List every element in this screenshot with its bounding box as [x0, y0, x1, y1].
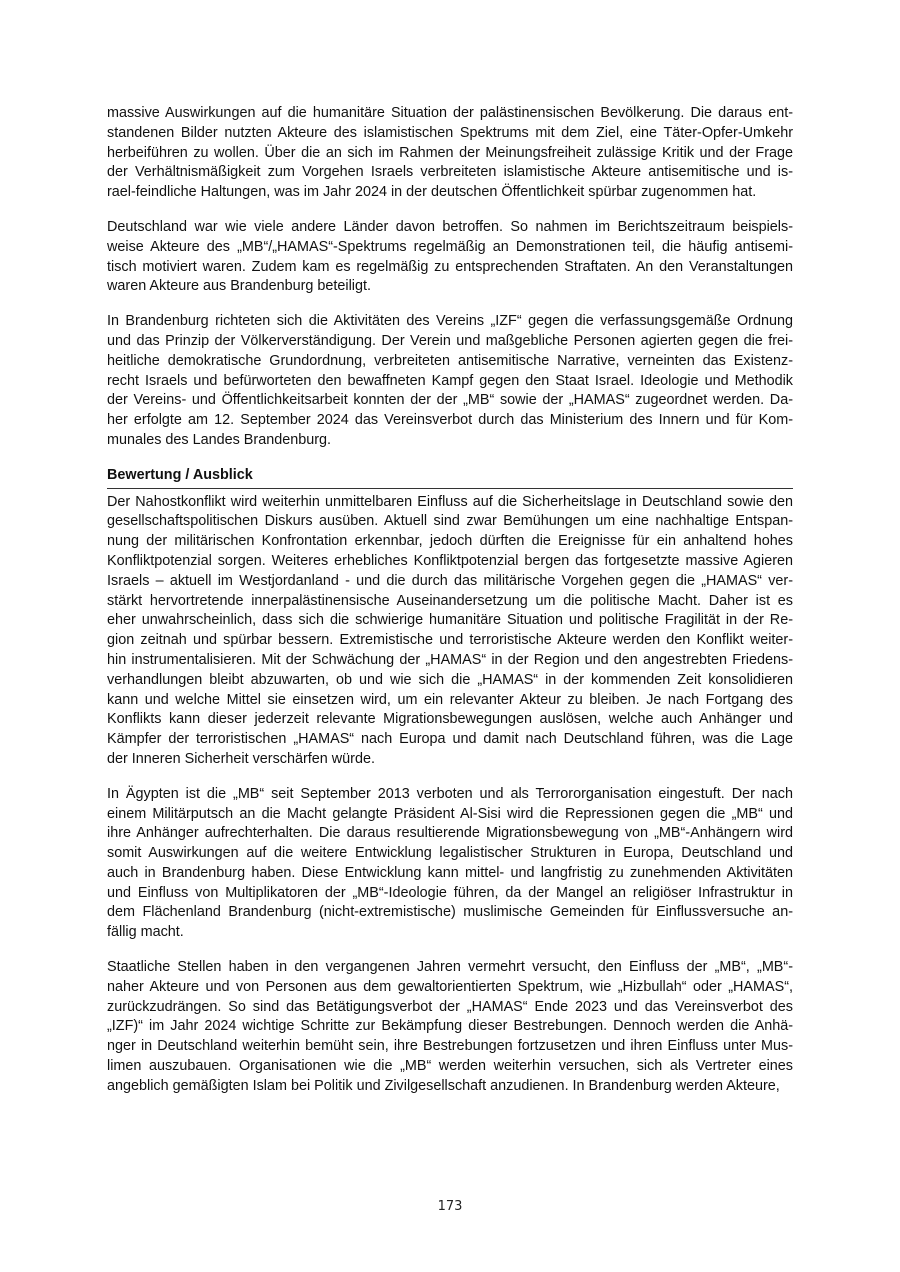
text-line: recht Israels und befürworteten den bewaffneten Kampf gegen den Staat Israel. Ideologie und Methodik — [107, 372, 793, 389]
text-line: verhandlungen bleibt abzuwarten, ob und wie sich die „HAMAS“ in der kommenden Zeit konsolidieren — [107, 671, 793, 688]
text-line: und Einfluss von Multiplikatoren der „MB“-Ideologie führen, da der Mangel an religiöser Infrastruktur in — [107, 884, 793, 901]
text-line: Staatliche Stellen haben in den vergangenen Jahren vermehrt versucht, den Einfluss der „MB“, „MB“- — [107, 959, 793, 976]
paragraph — [107, 785, 793, 943]
text-line: gion zeitnah und spürbar bessern. Extremistische und terroristische Akteure werden den Konflikt weiter- — [107, 632, 793, 649]
text-line: der Inneren Sicherheit verschärfen würde. — [107, 750, 375, 767]
text-line: In Ägypten ist die „MB“ seit September 2013 verboten und als Terrororganisation eingestuft. Der nach — [107, 785, 793, 802]
text-line: einem Militärputsch an die Macht gelangte Präsident Al-Sisi wird die Repressionen gegen die „MB“ und — [107, 805, 793, 822]
text-line: Konflikts kann dieser jederzeit relevante Migrationsbewegungen auslösen, welche auch Anhänger und — [107, 711, 793, 728]
text-line: gesellschaftspolitischen Diskurs ausüben. Aktuell sind zwar Bemühungen um eine nachhaltige Entspan- — [107, 513, 793, 530]
text-line: naher Akteure und von Personen aus dem gewaltorientierten Spektrum, wie „Hizbullah“ oder „HAMAS“, — [107, 978, 793, 995]
paragraph — [107, 104, 793, 203]
text-line: nger in Deutschland weiterhin bemüht sein, ihre Bestrebungen fortzusetzen und ihren Einfluss unter Mus- — [107, 1038, 793, 1055]
paragraph — [107, 493, 793, 770]
text-line: munales des Landes Brandenburg. — [107, 431, 332, 448]
intro-paragraphs — [107, 104, 793, 451]
text-line: stärkt hervortretende innerpalästinensische Auseinandersetzung um die politische Macht. Daher ist es — [107, 592, 793, 609]
text-line: und das Prinzip der Völkerverständigung. Der Verein und maßgebliche Personen agierten gegen die frei- — [107, 332, 793, 349]
text-line: „IZF)“ im Jahr 2024 wichtige Schritte zur Bekämpfung dieser Bestrebungen. Dennoch werden die Anhä- — [107, 1018, 793, 1035]
text-line: fällig macht. — [107, 924, 184, 941]
text-line: Der Nahostkonflikt wird weiterhin unmittelbaren Einfluss auf die Sicherheitslage in Deutschland sowie den — [107, 493, 793, 510]
text-line: hin instrumentalisieren. Mit der Schwächung der „HAMAS“ in der Region und den angestrebten Friedens- — [107, 651, 793, 668]
text-line: der Verhältnismäßigkeit zum Vorgehen Israels verbreiteten islamistische Akteure antisemitische und is- — [107, 164, 793, 181]
text-line: eher unwahrscheinlich, dass sich die schwierige humanitäre Situation und politische Fragilität in der Re- — [107, 612, 793, 629]
text-line: auch in Brandenburg haben. Diese Entwicklung kann mittel- und langfristig zu zunehmenden Aktivitäten — [107, 864, 793, 881]
text-line: massive Auswirkungen auf die humanitäre Situation der palästinensischen Bevölkerung. Die daraus ent- — [107, 105, 793, 121]
text-line: Konfliktpotenzial sorgen. Weiteres erhebliches Konfliktpotenzial bergen das fortgesetzte massive Agieren — [107, 552, 793, 569]
text-line: der Vereins- und Öffentlichkeitsarbeit konnten der der „MB“ sowie der „HAMAS“ zugeordnet werden. Da- — [107, 392, 793, 409]
text-line: rael-feindliche Haltungen, was im Jahr 2024 in der deutschen Öffentlichkeit spürbar zugenommen hat. — [107, 184, 757, 201]
text-line: her erfolgte am 12. September 2024 das Vereinsverbot durch das Ministerium des Innern und für Kom- — [107, 412, 793, 429]
text-line: angeblich gemäßigten Islam bei Politik und Zivilgesellschaft anzudienen. In Brandenburg werden Akteure, — [107, 1077, 780, 1094]
text-line: standenen Bilder nutzten Akteure des islamistischen Spektrums mit dem Ziel, eine Täter-Opfer-Umkehr — [107, 124, 793, 141]
page-body — [107, 104, 793, 1112]
text-line: In Brandenburg richteten sich die Aktivitäten des Vereins „IZF“ gegen die verfassungsgemäße Ordnung — [107, 313, 793, 330]
paragraph — [107, 218, 793, 297]
text-line: Deutschland war wie viele andere Länder davon betroffen. So nahmen im Berichtszeitraum beispiels- — [107, 218, 793, 235]
text-line: Israels – aktuell im Westjordanland - und die durch das militärische Vorgehen gegen die „HAMAS“ ver- — [107, 572, 793, 589]
text-line: waren Akteure aus Brandenburg beteiligt. — [107, 278, 371, 295]
section-paragraphs — [107, 493, 793, 1097]
text-line: dem Flächenland Brandenburg (nicht-extremistische) muslimische Gemeinden für Einflussversuche an- — [107, 904, 793, 921]
text-line: Kämpfer der terroristischen „HAMAS“ nach Europa und damit nach Deutschland führen, was die Lage — [107, 731, 793, 748]
text-line: herbeiführen zu wollen. Über die an sich im Rahmen der Meinungsfreiheit zulässige Kritik und der Frage — [107, 144, 793, 161]
section-heading: Bewertung / Ausblick — [107, 466, 793, 489]
text-line: tisch motiviert waren. Zudem kam es regelmäßig zu entsprechenden Straftaten. An den Veranstaltungen — [107, 258, 793, 275]
paragraph — [107, 312, 793, 451]
paragraph — [107, 958, 793, 1097]
text-line: heitliche demokratische Grundordnung, verbreiteten antisemitische Narrative, verneinten das Existenz- — [107, 352, 793, 369]
text-line: ihre Anhänger aufrechterhalten. Die daraus resultierende Migrationsbewegung von „MB“-Anhängern wird — [107, 825, 793, 842]
text-line: nung der militärischen Konfrontation erkennbar, jedoch dürften die Ereignisse für ein anhaltend hohes — [107, 533, 793, 550]
text-line: weise Akteure des „MB“/„HAMAS“-Spektrums regelmäßig an Demonstrationen teil, die häufig antisemi- — [107, 238, 793, 255]
page-number: 173 — [437, 1199, 463, 1214]
text-line: zurückzudrängen. So sind das Betätigungsverbot der „HAMAS“ Ende 2023 und das Vereinsverbot des — [107, 998, 793, 1015]
text-line: somit Auswirkungen auf die weitere Entwicklung legalistischer Strukturen in Europa, Deutschland und — [107, 845, 793, 862]
text-line: limen auszubauen. Organisationen wie die „MB“ werden weiterhin versuchen, sich als Vertreter eines — [107, 1058, 793, 1075]
text-line: kann und welche Mittel sie einsetzen wird, um ein relevanter Akteur zu bleiben. Je nach Fortgang des — [107, 691, 793, 708]
